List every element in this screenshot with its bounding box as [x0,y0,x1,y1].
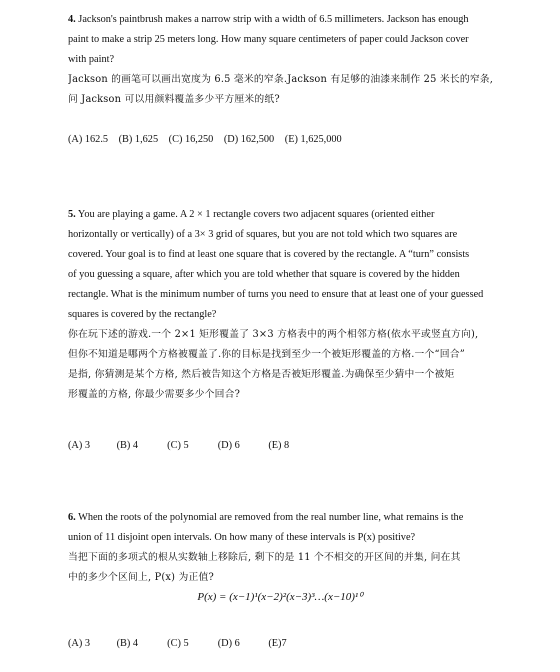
question-6-cn-line: 当把下面的多项式的根从实数轴上移除后, 剩下的是 11 个不相交的开区间的并集, 问在其 [68,552,461,563]
option-d: (D) 6 [217,638,240,649]
question-4-cn-line: 问 Jackson 可以用颜料覆盖多少平方厘米的纸? [68,94,280,105]
question-6-cn-line: 中的多少个区间上, P(x) 为正值? [68,572,214,583]
question-5-cn-line: 你在玩下述的游戏.一个 2×1 矩形覆盖了 3×3 方格表中的两个相邻方格(依水平或竖直方向), [68,329,479,340]
question-5-line: horizontally or vertically) of a 3× 3 grid of squares, but you are not told which two squares are [68,229,458,240]
option-b: (B) 4 [116,638,139,649]
option-d: (D) 162,500 [223,134,275,145]
option-a: (A) 3 [68,638,91,649]
option-d: (D) 6 [217,440,240,451]
question-5-line: covered. Your goal is to find at least one square that is covered by the rectangle. A “turn” consists [68,249,470,260]
question-4-cn-line: Jackson 的画笔可以画出宽度为 6.5 毫米的窄条.Jackson 有足够的油漆来制作 25 米长的窄条, [68,74,494,85]
option-c: (C) 5 [167,440,189,451]
question-5-line: of you guessing a square, after which you are told whether that square is covered by the hidden [68,269,460,280]
question-5-line: rectangle. What is the minimum number of turns you need to ensure that at least one of your guessed [68,289,484,300]
question-5-cn-line: 形覆盖的方格, 你最少需要多少个回合? [68,389,241,400]
question-5-cn-line: 但你不知道是哪两个方格被覆盖了.你的目标是找到至少一个被矩形覆盖的方格.一个“回合” [68,349,465,360]
question-4-number: 4. [68,14,76,25]
question-4-line: Jackson's paintbrush makes a narrow strip with a width of 6.5 millimeters. Jackson has enough [75,14,469,25]
question-6-line: union of 11 disjoint open intervals. On how many of these intervals is P(x) positive? [68,532,416,543]
option-a: (A) 3 [68,440,91,451]
option-b: (B) 4 [116,440,139,451]
option-e: (E) 8 [268,440,290,451]
polynomial-formula: P(x) = (x−1)¹(x−2)²(x−3)³…(x−10)¹⁰ [197,591,363,603]
option-c: (C) 16,250 [168,134,214,145]
question-4-text [68,10,520,110]
question-4-options [68,130,342,150]
question-4-line: with paint? [68,54,115,65]
option-a: (A) 162.5 [68,134,109,145]
question-6-line: When the roots of the polynomial are removed from the real number line, what remains is the [75,512,464,523]
question-5-line: squares is covered by the rectangle? [68,309,217,320]
question-5-cn-line: 是指, 你猜测是某个方格, 然后被告知这个方格是否被矩形覆盖.为确保至少猜中一个被矩 [68,369,455,380]
question-4-line: paint to make a strip 25 meters long. How many square centimeters of paper could Jackson cover [68,34,469,45]
question-5-options [68,436,289,456]
question-5-text [68,205,520,405]
question-6-options [68,634,287,654]
question-5-line: You are playing a game. A 2 × 1 rectangle covers two adjacent squares (oriented either [75,209,435,220]
option-e: (E) 1,625,000 [284,134,342,145]
option-c: (C) 5 [167,638,189,649]
option-b: (B) 1,625 [118,134,159,145]
question-5-number: 5. [68,209,76,220]
option-e: (E)7 [268,638,287,649]
question-6-text [68,508,520,588]
question-6-number: 6. [68,512,76,523]
